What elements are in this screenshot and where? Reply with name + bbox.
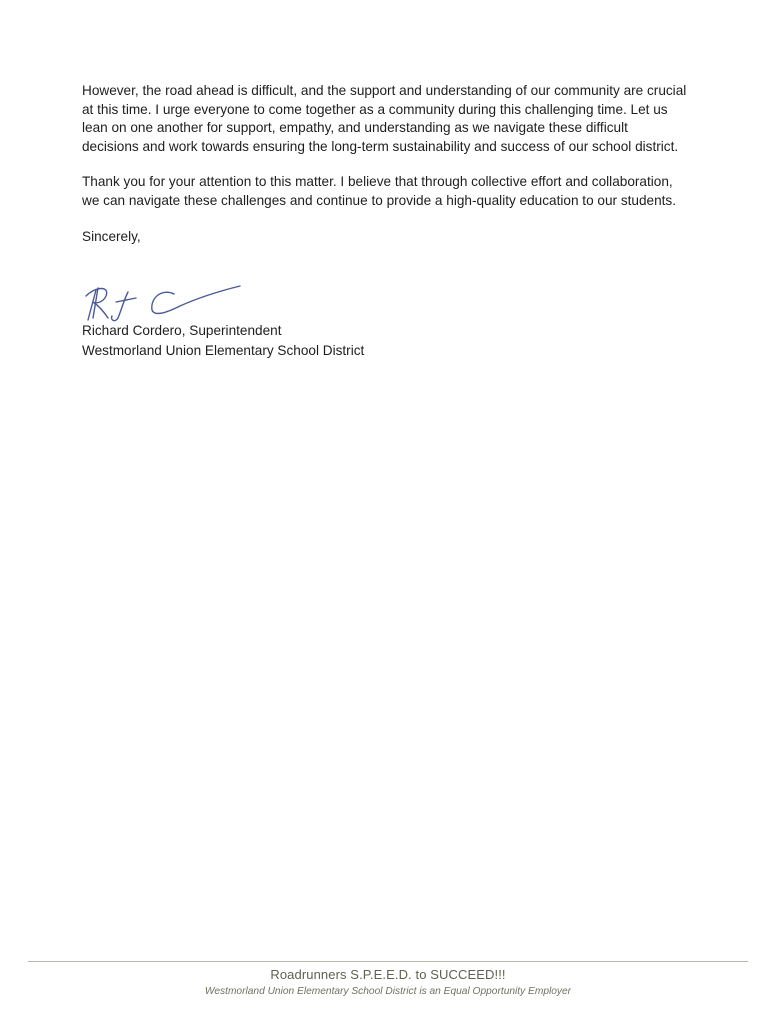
signature-image (84, 282, 244, 324)
footer-motto: Roadrunners S.P.E.E.D. to SUCCEED!!! (270, 967, 506, 982)
letter-paragraph: Thank you for your attention to this matter. I believe that through collective effort and collaboration, we can navigate these challenges and continue to provide a high-quality education to our students. (82, 174, 676, 208)
signer-name: Richard Cordero, Superintendent (82, 323, 282, 338)
footer-equal-opportunity-notice: Westmorland Union Elementary School District is an Equal Opportunity Employer (204, 986, 572, 997)
signer-organization: Westmorland Union Elementary School District (82, 343, 365, 358)
letter-paragraph: However, the road ahead is difficult, and the support and understanding of our community are crucial at this time. I urge everyone to come together as a community during this challenging time. Let us lean on one another for support, empathy, and understanding as we navigate these difficult decisions and work towards ensuring the long-term sustainability and success of our school district. (82, 83, 687, 154)
signature-block (82, 321, 364, 361)
letter-body (82, 82, 688, 246)
footer-divider (28, 961, 748, 962)
letter-closing: Sincerely, (82, 228, 141, 244)
